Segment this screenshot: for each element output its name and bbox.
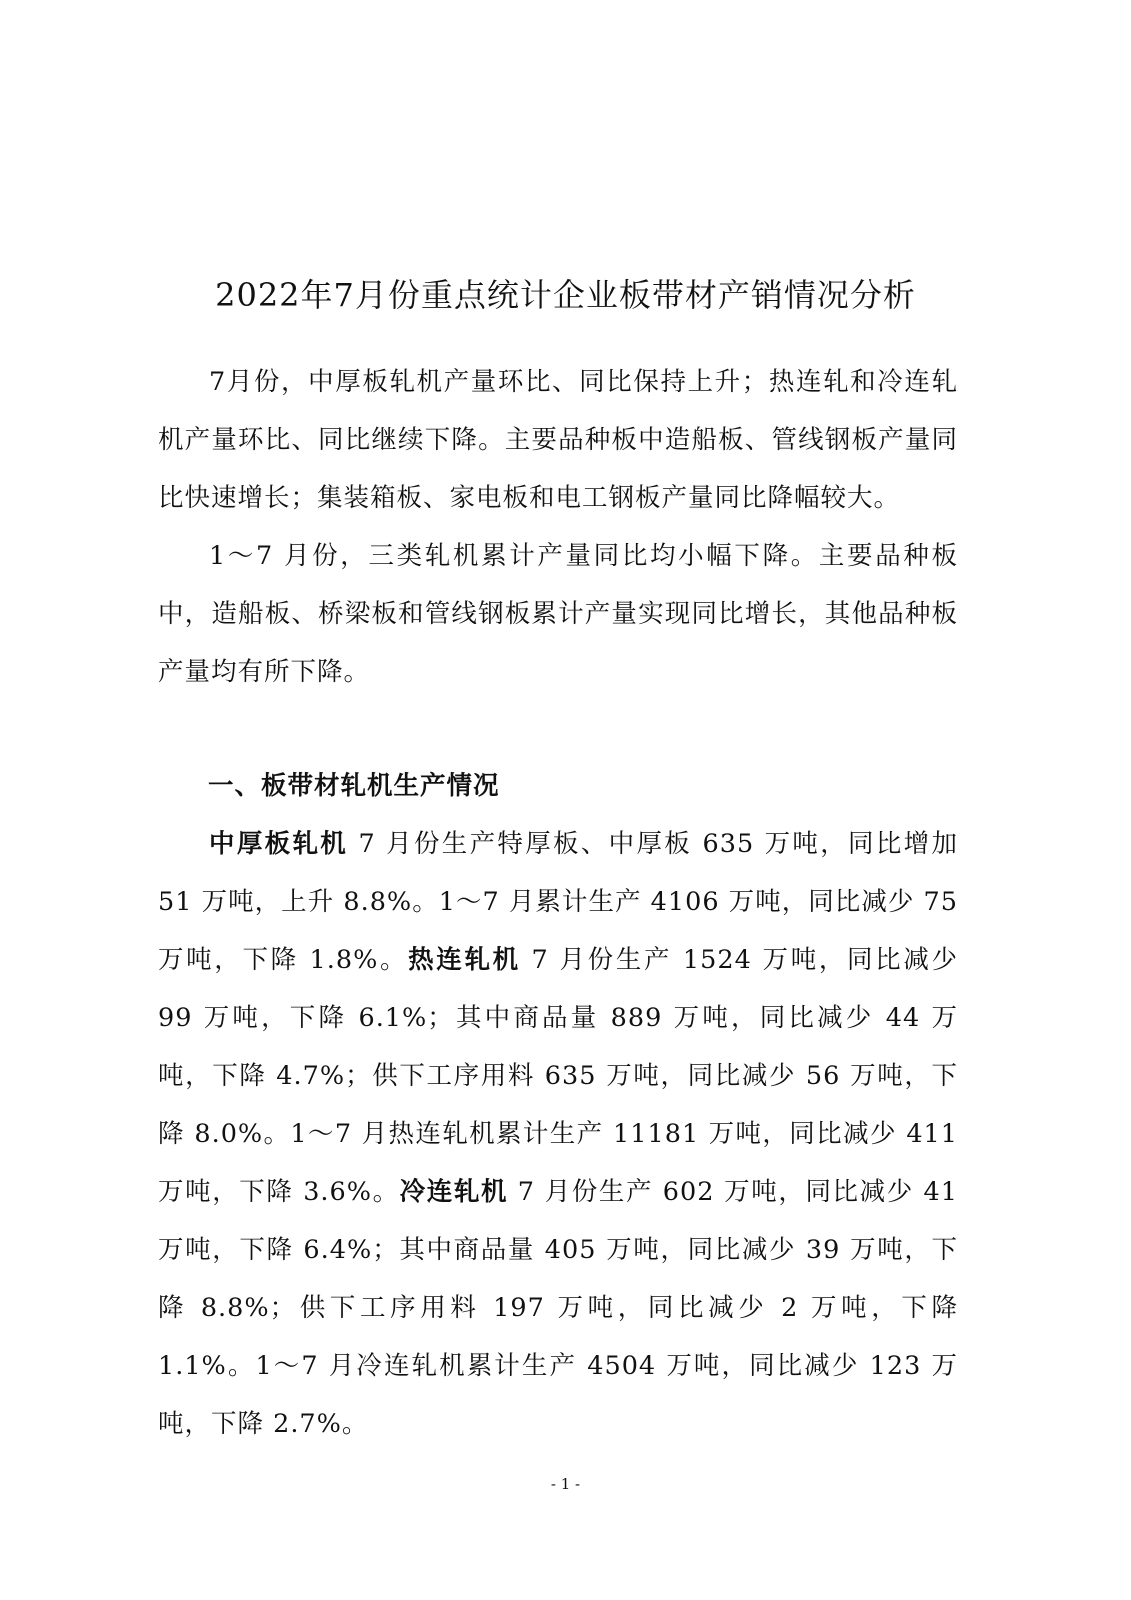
section-heading: 一、板带材轧机生产情况 xyxy=(208,771,500,801)
lead-hot-strip-mill: 热连轧机 xyxy=(408,945,521,975)
section-paragraph xyxy=(158,815,958,1453)
page-number: - 1 - xyxy=(550,1475,581,1493)
intro-paragraph-1: 7月份，中厚板轧机产量环比、同比保持上升；热连轧和冷连轧机产量环比、同比继续下降。主要品种板中造船板、管线钢板产量同比快速增长；集装箱板、家电板和电工钢板产量同比降幅较大。 xyxy=(158,367,958,513)
text-cold-strip-mill: 7 月份生产 602 万吨，同比减少 41 万吨，下降 6.4%；其中商品量 405 万吨，同比减少 39 万吨，下降 8.8%；供下工序用料 197 万吨，同比减少 2 万吨，下降 1.1%。1～7 月冷连轧机累计生产 4504 万吨，同比减少 123 万吨，下降 2.7%。 xyxy=(158,1177,958,1439)
lead-cold-strip-mill: 冷连轧机 xyxy=(399,1177,509,1207)
text-plate-mill: 7 月份生产特厚板、中厚板 635 万吨，同比增加 51 万吨，上升 8.8%。1～7 月累计生产 4106 万吨，同比减少 75 万吨，下降 1.8%。 xyxy=(158,829,958,975)
intro-paragraph-2: 1～7 月份，三类轧机累计产量同比均小幅下降。主要品种板中，造船板、桥梁板和管线钢板累计产量实现同比增长，其他品种板产量均有所下降。 xyxy=(158,541,958,687)
text-hot-strip-mill: 7 月份生产 1524 万吨，同比减少 99 万吨，下降 6.1%；其中商品量 889 万吨，同比减少 44 万吨，下降 4.7%；供下工序用料 635 万吨，同比减少 56 万吨，下降 8.0%。1～7 月热连轧机累计生产 11181 万吨，同比减少 411 万吨，下降 3.6%。 xyxy=(158,945,958,1207)
page-title: 2022年7月份重点统计企业板带材产销情况分析 xyxy=(215,276,916,314)
lead-plate-mill: 中厚板轧机 xyxy=(209,829,349,859)
